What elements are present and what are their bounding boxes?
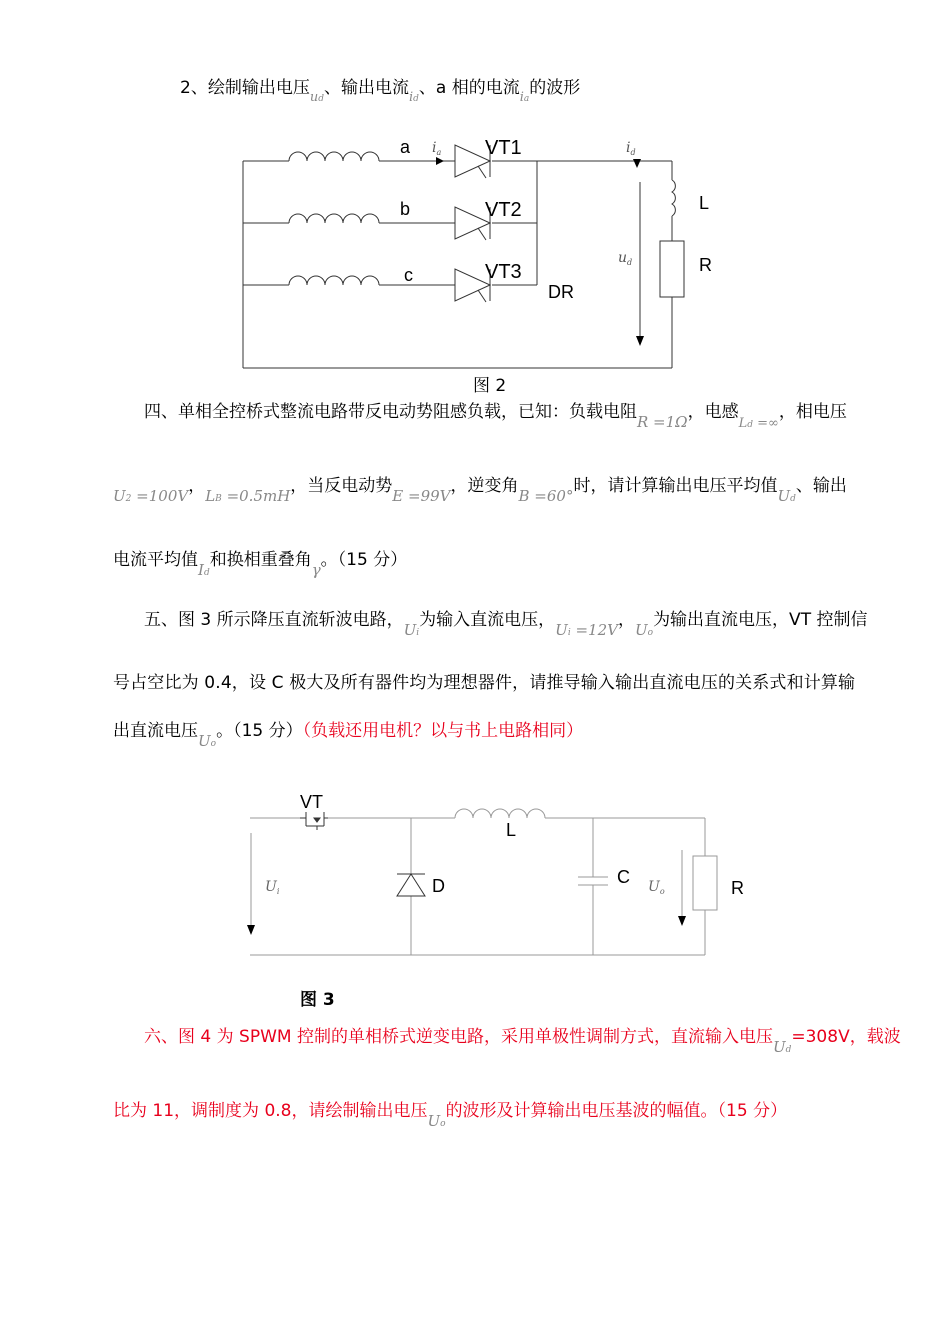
vt-switch-symbol: [300, 812, 328, 830]
q4-U2: U2 =100V: [113, 487, 189, 505]
q4-E: E =99V: [392, 487, 451, 505]
q6-line-1: 六、图 4 为 SPWM 控制的单相桥式逆变电路，采用单极性调制方式，直流输入电压Ud=308V，载波: [144, 1027, 901, 1056]
q2-id: id: [408, 90, 419, 105]
q6-Ud: Ud: [772, 1038, 792, 1056]
ui-arrowhead: [247, 925, 255, 935]
q6-line-2: 比为 11，调制度为 0.8，请绘制输出电压Uo的波形及计算输出电压基波的幅值。（15 分）: [113, 1101, 788, 1130]
fig2-ud-symbol: $u_d$: [618, 250, 633, 267]
fig2-label-b: b: [400, 199, 411, 219]
fig2-dr: DR: [548, 282, 574, 302]
q4-line-1: 四、单相全控桥式整流电路带反电动势阻感负载，已知：负载电阻R =1Ω，电感$_{Ld =\infty}$，相电压: [144, 402, 847, 431]
fig2-label-a: a: [400, 137, 411, 157]
q5-line-2: 号占空比为 0.4，设 C 极大及所有器件均为理想器件，请推导输入输出直流电压的关系式和计算输: [113, 673, 856, 693]
q2-sep1: 、输出电流: [323, 78, 409, 98]
diode-symbol: [397, 874, 425, 896]
fig3-caption: 图 3: [300, 990, 335, 1010]
q2-ia: ia: [519, 90, 530, 105]
q5-Uo: Uo: [634, 621, 654, 639]
q5-line-1: 五、图 3 所示降压直流斩波电路，Ui为输入直流电压，Ui =12V，Uo为输出直流电压，VT 控制信: [144, 610, 868, 639]
fig2-R: R: [699, 255, 712, 275]
q4-Ud: Ud: [777, 487, 796, 505]
fig3-D: D: [432, 876, 445, 896]
fig2-vt2: VT2: [485, 199, 522, 221]
fig3-Ui-symbol: $U_i$: [265, 879, 280, 896]
q4-Id: Id: [198, 561, 210, 579]
fig2-L: L: [699, 193, 710, 213]
fig2-caption: 图 2: [473, 376, 507, 396]
q5-Ui: Ui: [403, 621, 420, 639]
q2-prefix: 2、绘制输出电压: [180, 78, 310, 98]
q4-R: R =1Ω: [637, 413, 688, 431]
q5-Uo-2: Uo: [198, 732, 217, 750]
fig2-vt1: VT1: [485, 137, 522, 159]
fig2-label-c: c: [404, 265, 413, 285]
q2-suffix: 的波形: [529, 78, 581, 98]
q4-line-2: U2 =100V，LB =0.5mH，当反电动势E =99V，逆变角B =60°时，请计算输出电压平均值Ud、输出: [113, 476, 847, 505]
fig3-C: C: [617, 867, 630, 887]
q4-Ld: Ld =∞: [738, 416, 779, 431]
uo-arrowhead: [678, 916, 686, 926]
fig3-vt: VT: [300, 792, 324, 812]
fig3-Uo-symbol: $U_o$: [648, 879, 665, 896]
q4-line-3: 电流平均值Id和换相重叠角γ。（15 分）: [113, 550, 408, 579]
q5-Ui-value: Ui =12V: [555, 621, 618, 639]
q5-line-3: 出直流电压Uo。（15 分）（负载还用电机？以与书上电路相同）: [113, 721, 584, 750]
q4-B: B =60°: [518, 487, 574, 505]
fig3-L: L: [506, 820, 517, 840]
q5-red-note: （负载还用电机？以与书上电路相同）: [302, 721, 584, 741]
fig3-R: R: [731, 878, 744, 898]
fig2-id-symbol: $i_d$: [626, 140, 636, 157]
q2-ud: ud: [309, 90, 324, 105]
fig2-ia-symbol: $i_a$: [432, 140, 442, 157]
fig2-vt3: VT3: [485, 261, 522, 283]
q4-gamma: γ: [311, 561, 321, 579]
q2-sep2: 、a 相的电流: [418, 78, 520, 98]
q4-LB: LB =0.5mH: [205, 487, 291, 505]
q6-Uo: Uo: [427, 1112, 446, 1130]
